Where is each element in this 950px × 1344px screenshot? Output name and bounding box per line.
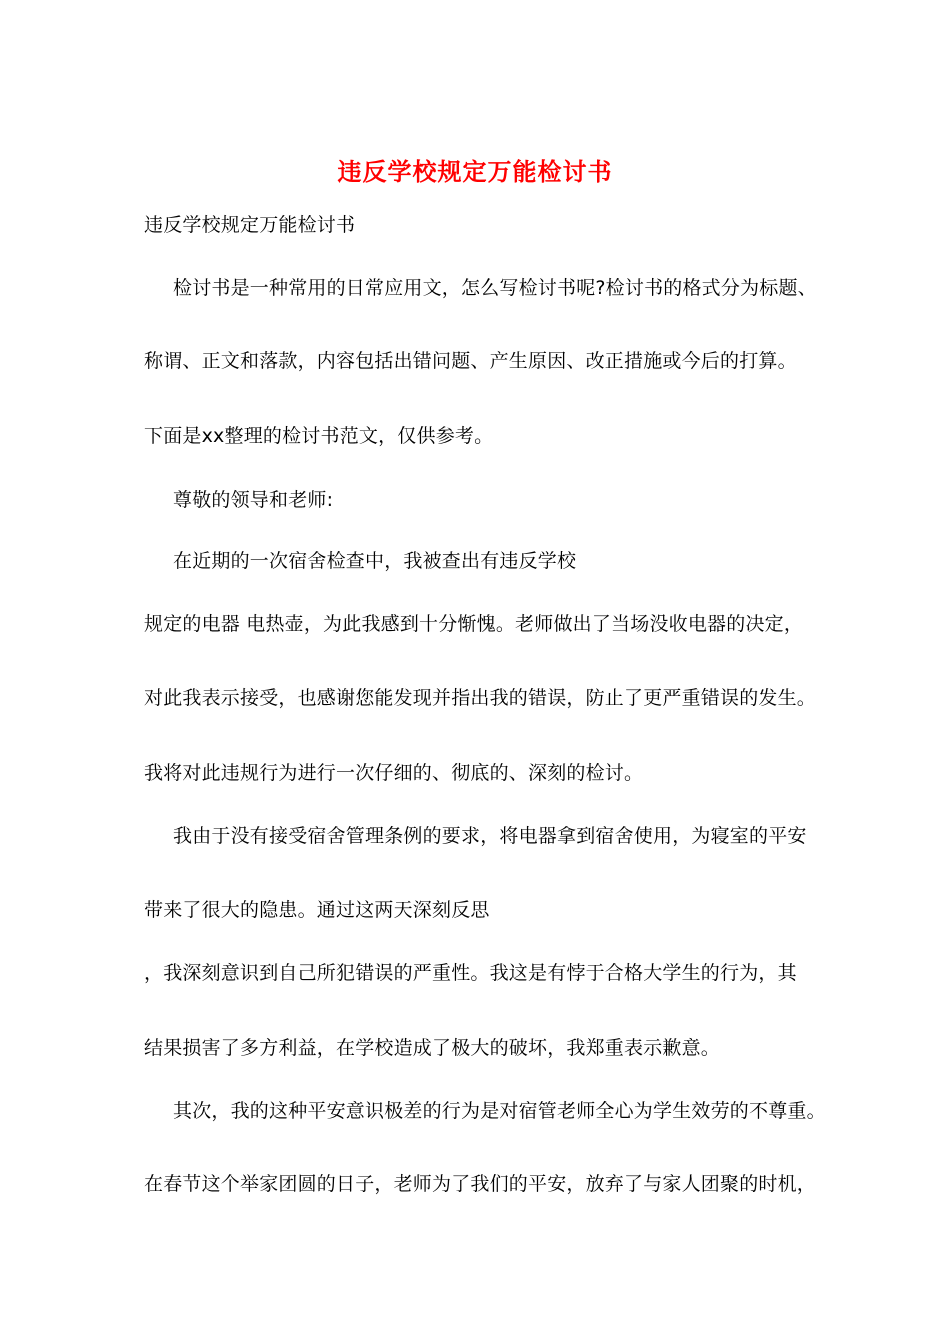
paragraph-line: 在近期的一次宿舍检查中，我被查出有违反学校 — [173, 550, 577, 572]
paragraph-line: 在春节这个举家团圆的日子，老师为了我们的平安，放弃了与家人团聚的时机， — [144, 1173, 817, 1195]
document-title: 违反学校规定万能检讨书 — [337, 157, 613, 186]
paragraph-line: 下面是xx整理的检讨书范文，仅供参考。 — [144, 425, 494, 447]
paragraph-line: 我由于没有接受宿舍管理条例的要求，将电器拿到宿舍使用，为寝室的平安 — [173, 825, 807, 847]
paragraph-line: 我将对此违规行为进行一次仔细的、彻底的、深刻的检讨。 — [144, 762, 644, 784]
paragraph-line: 规定的电器 电热壶，为此我感到十分惭愧。老师做出了当场没收电器的决定， — [144, 613, 804, 635]
subtitle-line: 违反学校规定万能检讨书 — [144, 214, 356, 236]
paragraph-line: ，我深刻意识到自己所犯错误的严重性。我这是有悖于合格大学生的行为，其 — [144, 962, 797, 984]
paragraph-line: 结果损害了多方利益，在学校造成了极大的破坏，我郑重表示歉意。 — [144, 1037, 721, 1059]
paragraph-line: 对此我表示接受，也感谢您能发现并指出我的错误，防止了更严重错误的发生。 — [144, 687, 817, 709]
paragraph-line: 称谓、正文和落款，内容包括出错问题、产生原因、改正措施或今后的打算。 — [144, 350, 797, 372]
paragraph-line: 带来了很大的隐患。通过这两天深刻反思 — [144, 899, 490, 921]
paragraph-line: 其次，我的这种平安意识极差的行为是对宿管老师全心为学生效劳的不尊重。 — [173, 1100, 826, 1122]
salutation-line: 尊敬的领导和老师: — [173, 489, 334, 511]
paragraph-line: 检讨书是一种常用的日常应用文，怎么写检讨书呢?检讨书的格式分为标题、 — [173, 277, 817, 299]
